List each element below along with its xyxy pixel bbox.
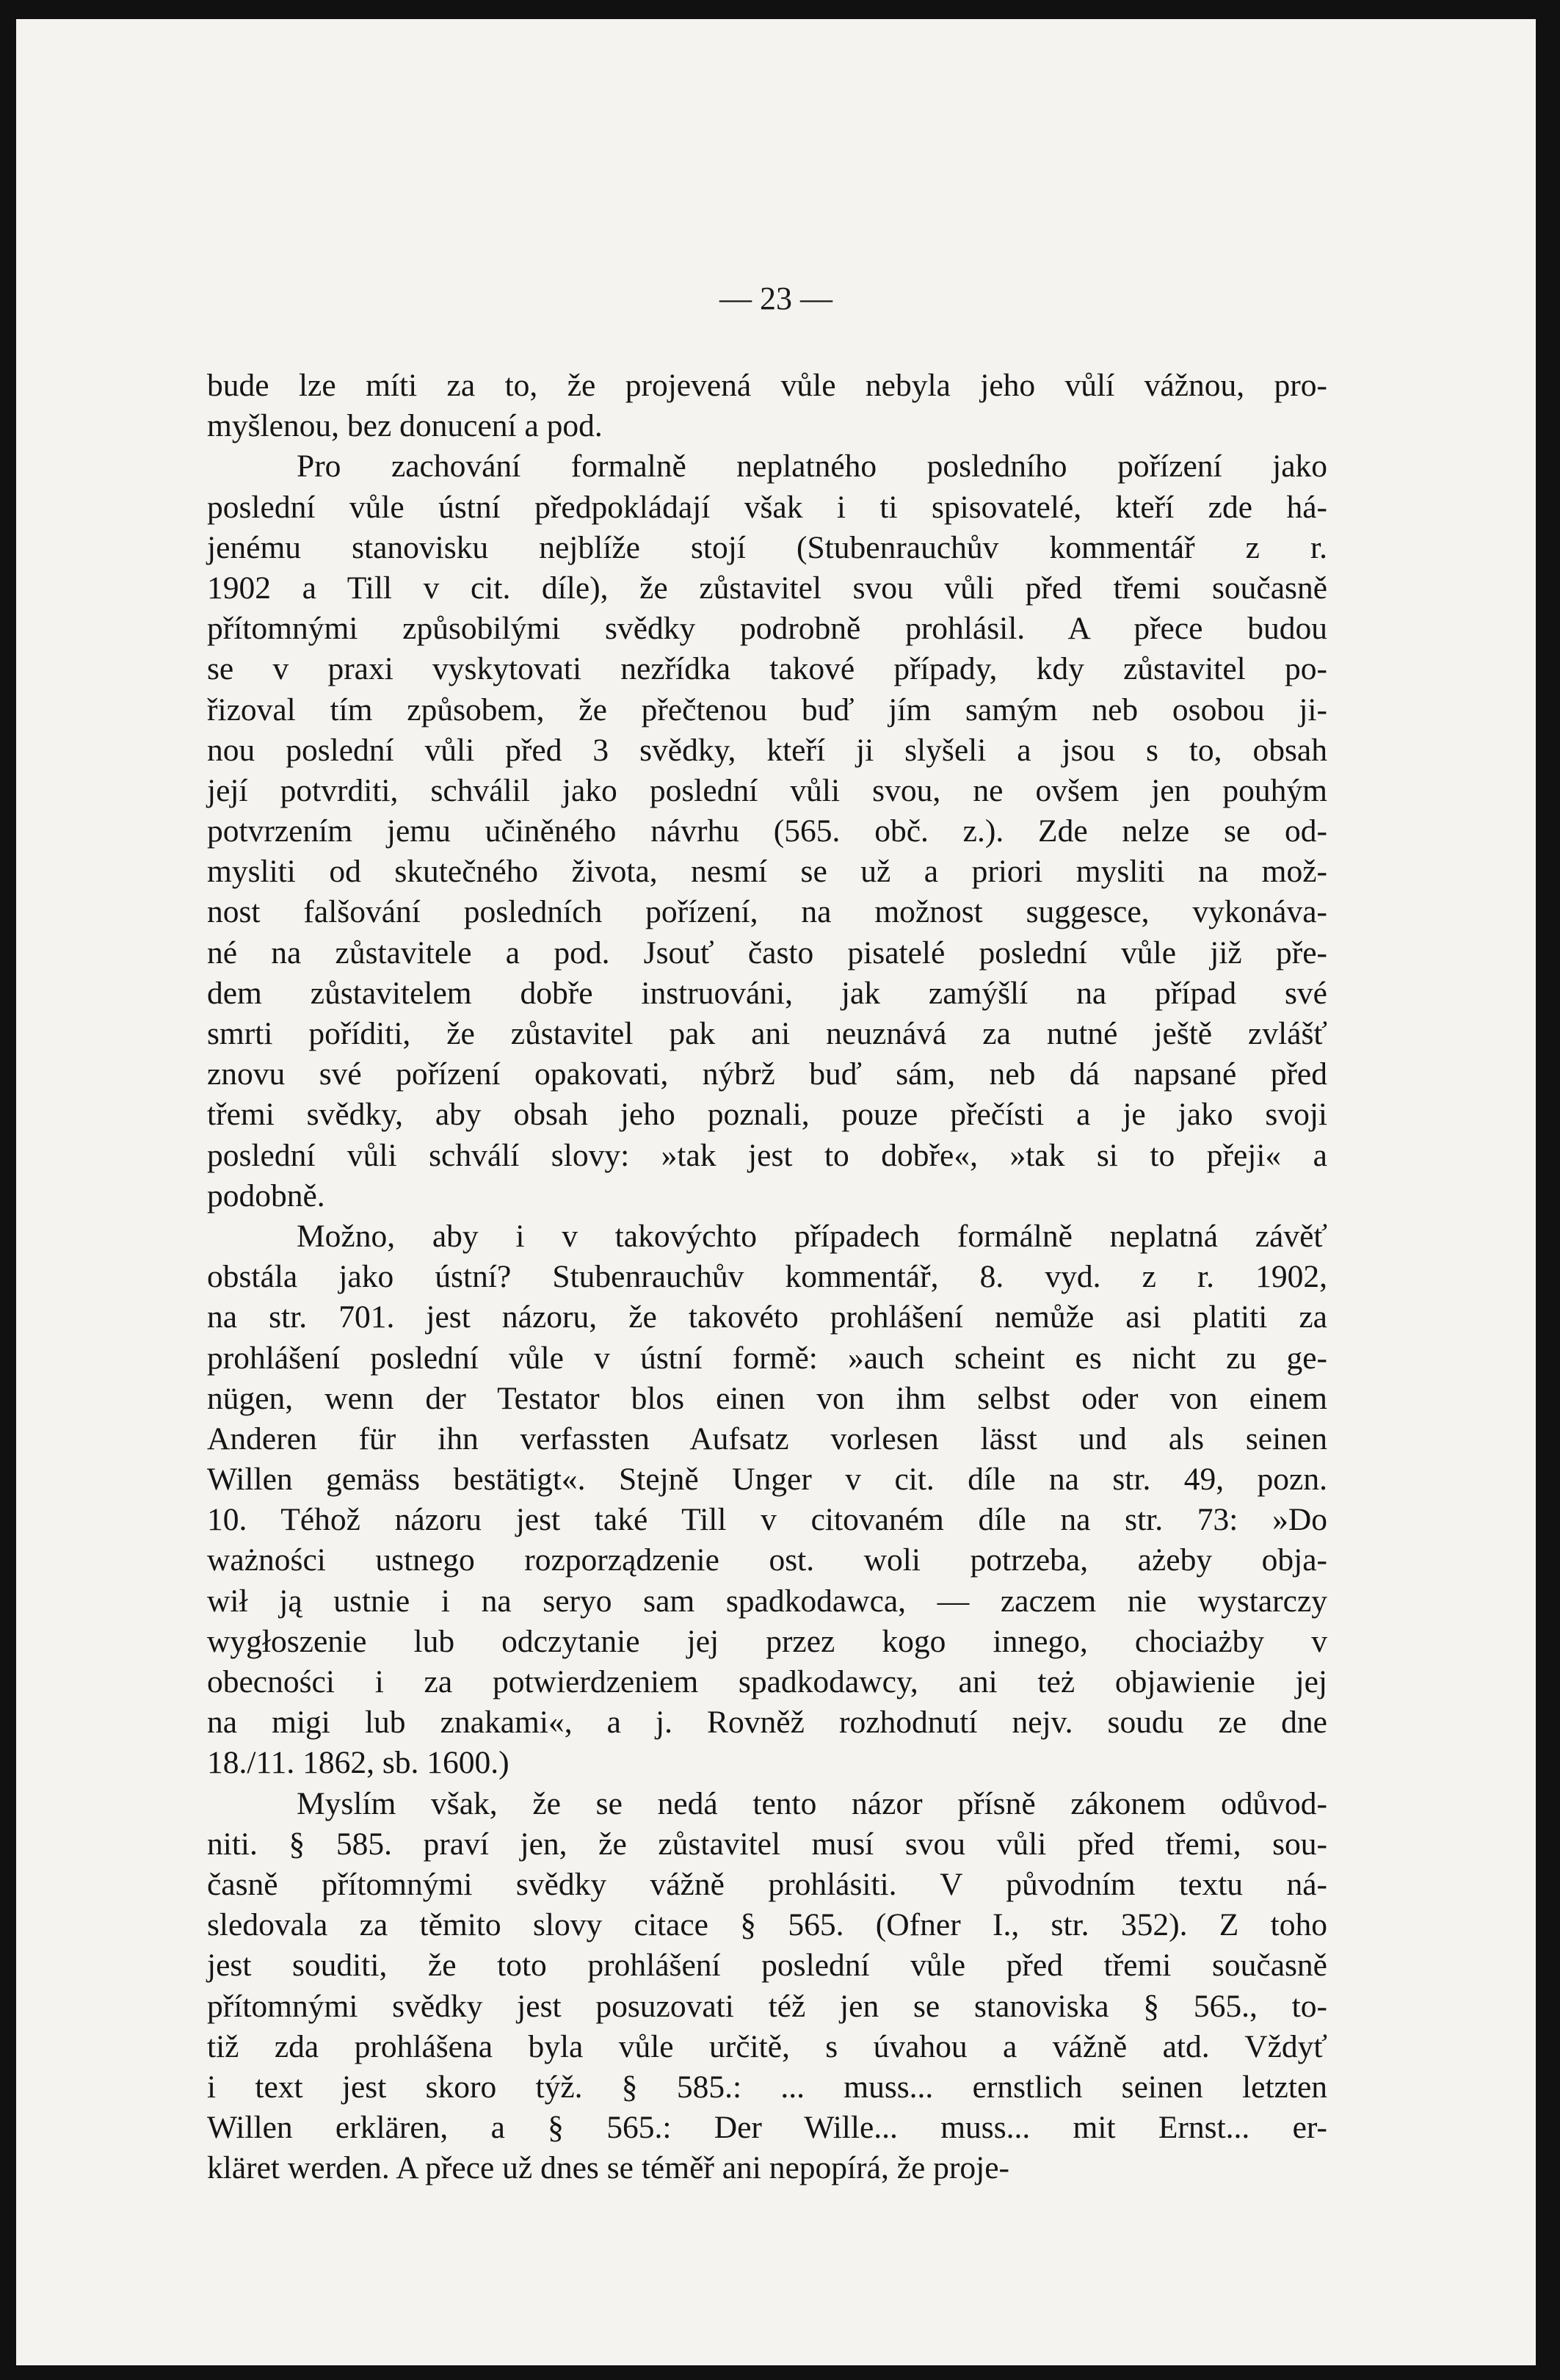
text-line: jenému stanovisku nejblíže stojí (Stubenrauchův kommentář z r. <box>207 529 1327 565</box>
book-page <box>16 19 1536 2365</box>
text-line: znovu své pořízení opakovati, nýbrž buď sám, neb dá napsané před <box>207 1056 1327 1092</box>
paragraph <box>207 446 1327 1216</box>
text-line: wił ją ustnie i na seryo sam spadkodawca, — zaczem nie wystarczy <box>207 1583 1327 1619</box>
text-line: obstála jako ústní? Stubenrauchův kommentář, 8. vyd. z r. 1902, <box>207 1259 1327 1295</box>
text-line: jest souditi, že toto prohlášení poslední vůle před třemi současně <box>207 1948 1327 1984</box>
text-line: wygłoszenie lub odczytanie jej przez kogo innego, chociażby v <box>207 1623 1327 1659</box>
text-line: smrti poříditi, že zůstavitel pak ani neuznává za nutné ještě zvlášť <box>207 1016 1327 1051</box>
text-line: myšlenou, bez donucení a pod. <box>207 408 603 444</box>
paragraph <box>207 1784 1327 2189</box>
text-line: né na zůstavitele a pod. Jsouť často pisatelé poslední vůle již pře- <box>207 935 1327 970</box>
body-text <box>207 366 1327 2188</box>
text-line: prohlášení poslední vůle v ústní formě: »auch scheint es nicht zu ge- <box>207 1340 1327 1376</box>
text-line: i text jest skoro týž. § 585.: ... muss... ernstlich seinen letzten <box>207 2069 1327 2105</box>
text-line: 18./11. 1862, sb. 1600.) <box>207 1745 509 1781</box>
text-line: časně přítomnými svědky vážně prohlásiti. V původním textu ná- <box>207 1866 1327 1902</box>
text-line: se v praxi vyskytovati nezřídka takové případy, kdy zůstavitel po- <box>207 651 1327 687</box>
page-number: — 23 — <box>719 280 832 316</box>
text-line: dem zůstavitelem dobře instruováni, jak zamýšlí na případ své <box>207 975 1327 1011</box>
text-line: poslední vůli schválí slovy: »tak jest to dobře«, »tak si to přeji« a <box>207 1137 1327 1173</box>
text-line: poslední vůle ústní předpokládají však i ti spisovatelé, kteří zde há- <box>207 489 1327 525</box>
text-line: obecności i za potwierdzeniem spadkodawcy, ani też objawienie jej <box>207 1664 1327 1699</box>
paragraph <box>207 366 1327 446</box>
text-line: na migi lub znakami«, a j. Rovněž rozhodnutí nejv. soudu ze dne <box>207 1705 1327 1741</box>
text-line: Anderen für ihn verfassten Aufsatz vorlesen lässt und als seinen <box>207 1421 1327 1456</box>
text-line: Myslím však, že se nedá tento názor přísně zákonem odůvod- <box>297 1785 1327 1821</box>
text-line: Willen erklären, a § 565.: Der Wille... muss... mit Ernst... er- <box>207 2110 1327 2146</box>
text-line: nügen, wenn der Testator blos einen von ihm selbst oder von einem <box>207 1380 1327 1416</box>
text-line: Možno, aby i v takovýchto případech formálně neplatná závěť <box>297 1218 1327 1254</box>
text-line: kläret werden. A přece už dnes se téměř ani nepopírá, že proje- <box>207 2150 1010 2186</box>
text-line: přítomnými způsobilými svědky podrobně prohlásil. A přece budou <box>207 611 1327 647</box>
text-line: Willen gemäss bestätigt«. Stejně Unger v cit. díle na str. 49, pozn. <box>207 1462 1327 1498</box>
text-line: řizoval tím způsobem, že přečtenou buď jím samým neb osobou ji- <box>207 692 1327 728</box>
text-line: 1902 a Till v cit. díle), že zůstavitel svou vůli před třemi současně <box>207 570 1327 606</box>
text-line: na str. 701. jest názoru, že takovéto prohlášení nemůže asi platiti za <box>207 1299 1327 1335</box>
text-line: Pro zachování formalně neplatného posledního pořízení jako <box>297 449 1327 485</box>
text-line: 10. Téhož názoru jest také Till v citovaném díle na str. 73: »Do <box>207 1502 1327 1538</box>
text-line: potvrzením jemu učiněného návrhu (565. obč. z.). Zde nelze se od- <box>207 813 1327 849</box>
text-line: podobně. <box>207 1178 325 1213</box>
text-line: její potvrditi, schválil jako poslední vůli svou, ne ovšem jen pouhým <box>207 772 1327 808</box>
text-line: sledovala za těmito slovy citace § 565. (Ofner I., str. 352). Z toho <box>207 1907 1327 1943</box>
paragraph <box>207 1216 1327 1784</box>
text-line: ważności ustnego rozporządzenie ost. woli potrzeba, ażeby obja- <box>207 1542 1327 1578</box>
text-line: tiž zda prohlášena byla vůle určitě, s úvahou a vážně atd. Vždyť <box>207 2028 1327 2064</box>
text-line: nost falšování posledních pořízení, na možnost suggesce, vykonáva- <box>207 894 1327 930</box>
text-line: mysliti od skutečného života, nesmí se už a priori mysliti na mož- <box>207 854 1327 890</box>
text-line: nou poslední vůli před 3 svědky, kteří ji slyšeli a jsou s to, obsah <box>207 732 1327 768</box>
text-line: přítomnými svědky jest posuzovati též jen se stanoviska § 565., to- <box>207 1988 1327 2024</box>
text-line: niti. § 585. praví jen, že zůstavitel musí svou vůli před třemi, sou- <box>207 1826 1327 1862</box>
text-line: bude lze míti za to, že projevená vůle nebyla jeho vůlí vážnou, pro- <box>207 368 1327 403</box>
text-line: třemi svědky, aby obsah jeho poznali, pouze přečísti a je jako svoji <box>207 1097 1327 1133</box>
